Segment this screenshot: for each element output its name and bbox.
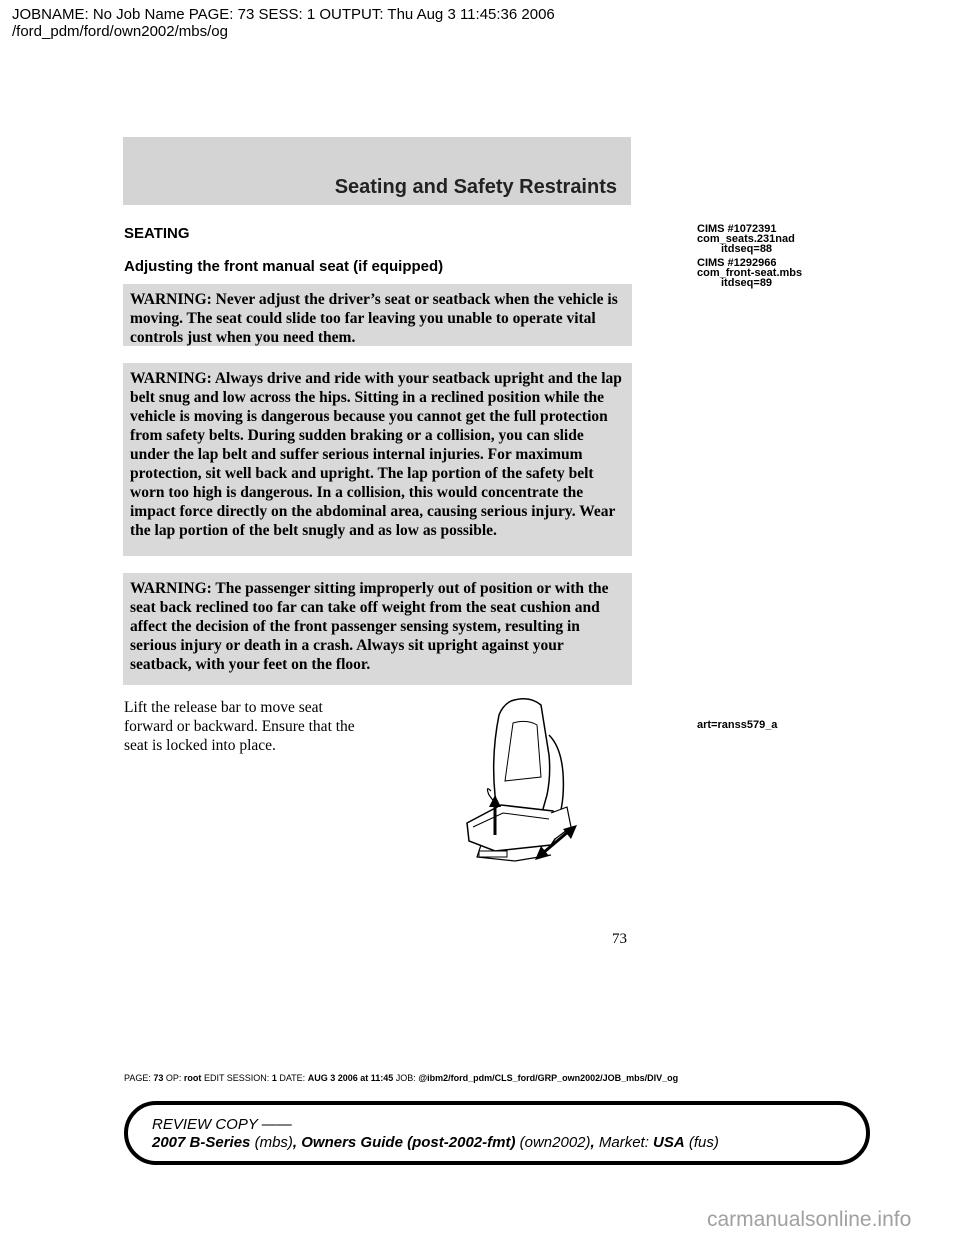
cims-ref-2-seq: itdseq=89 bbox=[721, 277, 773, 289]
review-market-label: Market: bbox=[598, 1134, 649, 1151]
warning-box-2: WARNING: Always drive and ride with your seatback upright and the lap belt snug and low across the hips. Sitting in a reclined position while the vehicle is moving is dangerous because you cannot get the full protection from safety belts. During sudden braking or a collision, you can slide under the lap belt and suffer serious internal injuries. For maximum protection, sit well back and upright. The lap portion of the safety belt worn too high is dangerous. In a collision, this would concentrate the impact force directly on the abdominal area, causing serious injury. Wear the lap portion of the belt snugly and as low as possible. bbox=[123, 363, 632, 556]
cims-ref-2-id: CIMS #1292966 bbox=[697, 257, 777, 269]
warning-box-3: WARNING: The passenger sitting improperly out of position or with the seat back reclined too far can take off weight from the seat cushion and affect the decision of the front passenger sensing system, resulting in serious injury or death in a crash. Always sit upright against your seatback, with your feet on the floor. bbox=[123, 573, 632, 685]
cims-ref-2 bbox=[697, 258, 802, 288]
cims-ref-1-id: CIMS #1072391 bbox=[697, 223, 777, 235]
warning-box-1: WARNING: Never adjust the driver’s seat or seatback when the vehicle is moving. The seat could slide too far leaving you unable to operate vital controls just when you need them. bbox=[123, 284, 632, 346]
heading-seating: SEATING bbox=[124, 225, 190, 242]
review-model: 2007 B-Series bbox=[152, 1134, 251, 1151]
review-market-value: USA bbox=[653, 1134, 685, 1151]
review-copy-box bbox=[124, 1101, 870, 1165]
section-header-bar bbox=[123, 137, 631, 205]
footer-session-value: 1 bbox=[271, 1073, 277, 1083]
footer-date-value: AUG 3 2006 at 11:45 bbox=[307, 1073, 394, 1083]
print-footer bbox=[124, 1073, 678, 1083]
review-guide: Owners Guide (post-2002-fmt) bbox=[301, 1134, 516, 1151]
footer-job-label: JOB: bbox=[395, 1073, 416, 1083]
review-market-code: (fus) bbox=[688, 1134, 719, 1151]
subheading: Adjusting the front manual seat (if equipped) bbox=[124, 258, 444, 275]
job-header-line1: JOBNAME: No Job Name PAGE: 73 SESS: 1 OUTPUT: Thu Aug 3 11:45:36 2006 bbox=[12, 6, 555, 23]
review-sep1: , bbox=[292, 1134, 298, 1151]
footer-page-value: 73 bbox=[153, 1073, 164, 1083]
footer-page-label: PAGE: bbox=[124, 1073, 151, 1083]
cims-ref-1-file: com_seats.231nad bbox=[697, 233, 795, 245]
cims-ref-1 bbox=[697, 224, 795, 254]
cims-ref-2-file: com_front-seat.mbs bbox=[697, 267, 803, 279]
section-title: Seating and Safety Restraints bbox=[334, 176, 617, 198]
seat-illustration bbox=[455, 695, 590, 875]
review-copy-label: REVIEW COPY —— bbox=[152, 1116, 292, 1133]
review-guide-code: (own2002) bbox=[519, 1134, 591, 1151]
review-sep2: , bbox=[590, 1134, 595, 1151]
cims-ref-1-seq: itdseq=88 bbox=[721, 243, 773, 255]
review-copy-details bbox=[152, 1134, 866, 1152]
review-model-code: (mbs) bbox=[254, 1134, 293, 1151]
page-number: 73 bbox=[612, 931, 627, 947]
footer-date-label: DATE: bbox=[279, 1073, 306, 1083]
footer-op-label: OP: bbox=[165, 1073, 182, 1083]
seat-diagram bbox=[455, 695, 590, 870]
footer-op-value: root bbox=[183, 1073, 202, 1083]
footer-job-value: @ibm2/ford_pdm/CLS_ford/GRP_own2002/JOB_mbs/DIV_og bbox=[418, 1073, 679, 1083]
job-header-line2: /ford_pdm/ford/own2002/mbs/og bbox=[12, 23, 228, 40]
art-reference: art=ranss579_a bbox=[697, 719, 778, 731]
body-paragraph: Lift the release bar to move seat forward or backward. Ensure that the seat is locked into place. bbox=[124, 699, 355, 754]
watermark: carmanualsonline.info bbox=[707, 1208, 912, 1231]
footer-session-label: EDIT SESSION: bbox=[203, 1073, 270, 1083]
job-header bbox=[12, 6, 555, 40]
